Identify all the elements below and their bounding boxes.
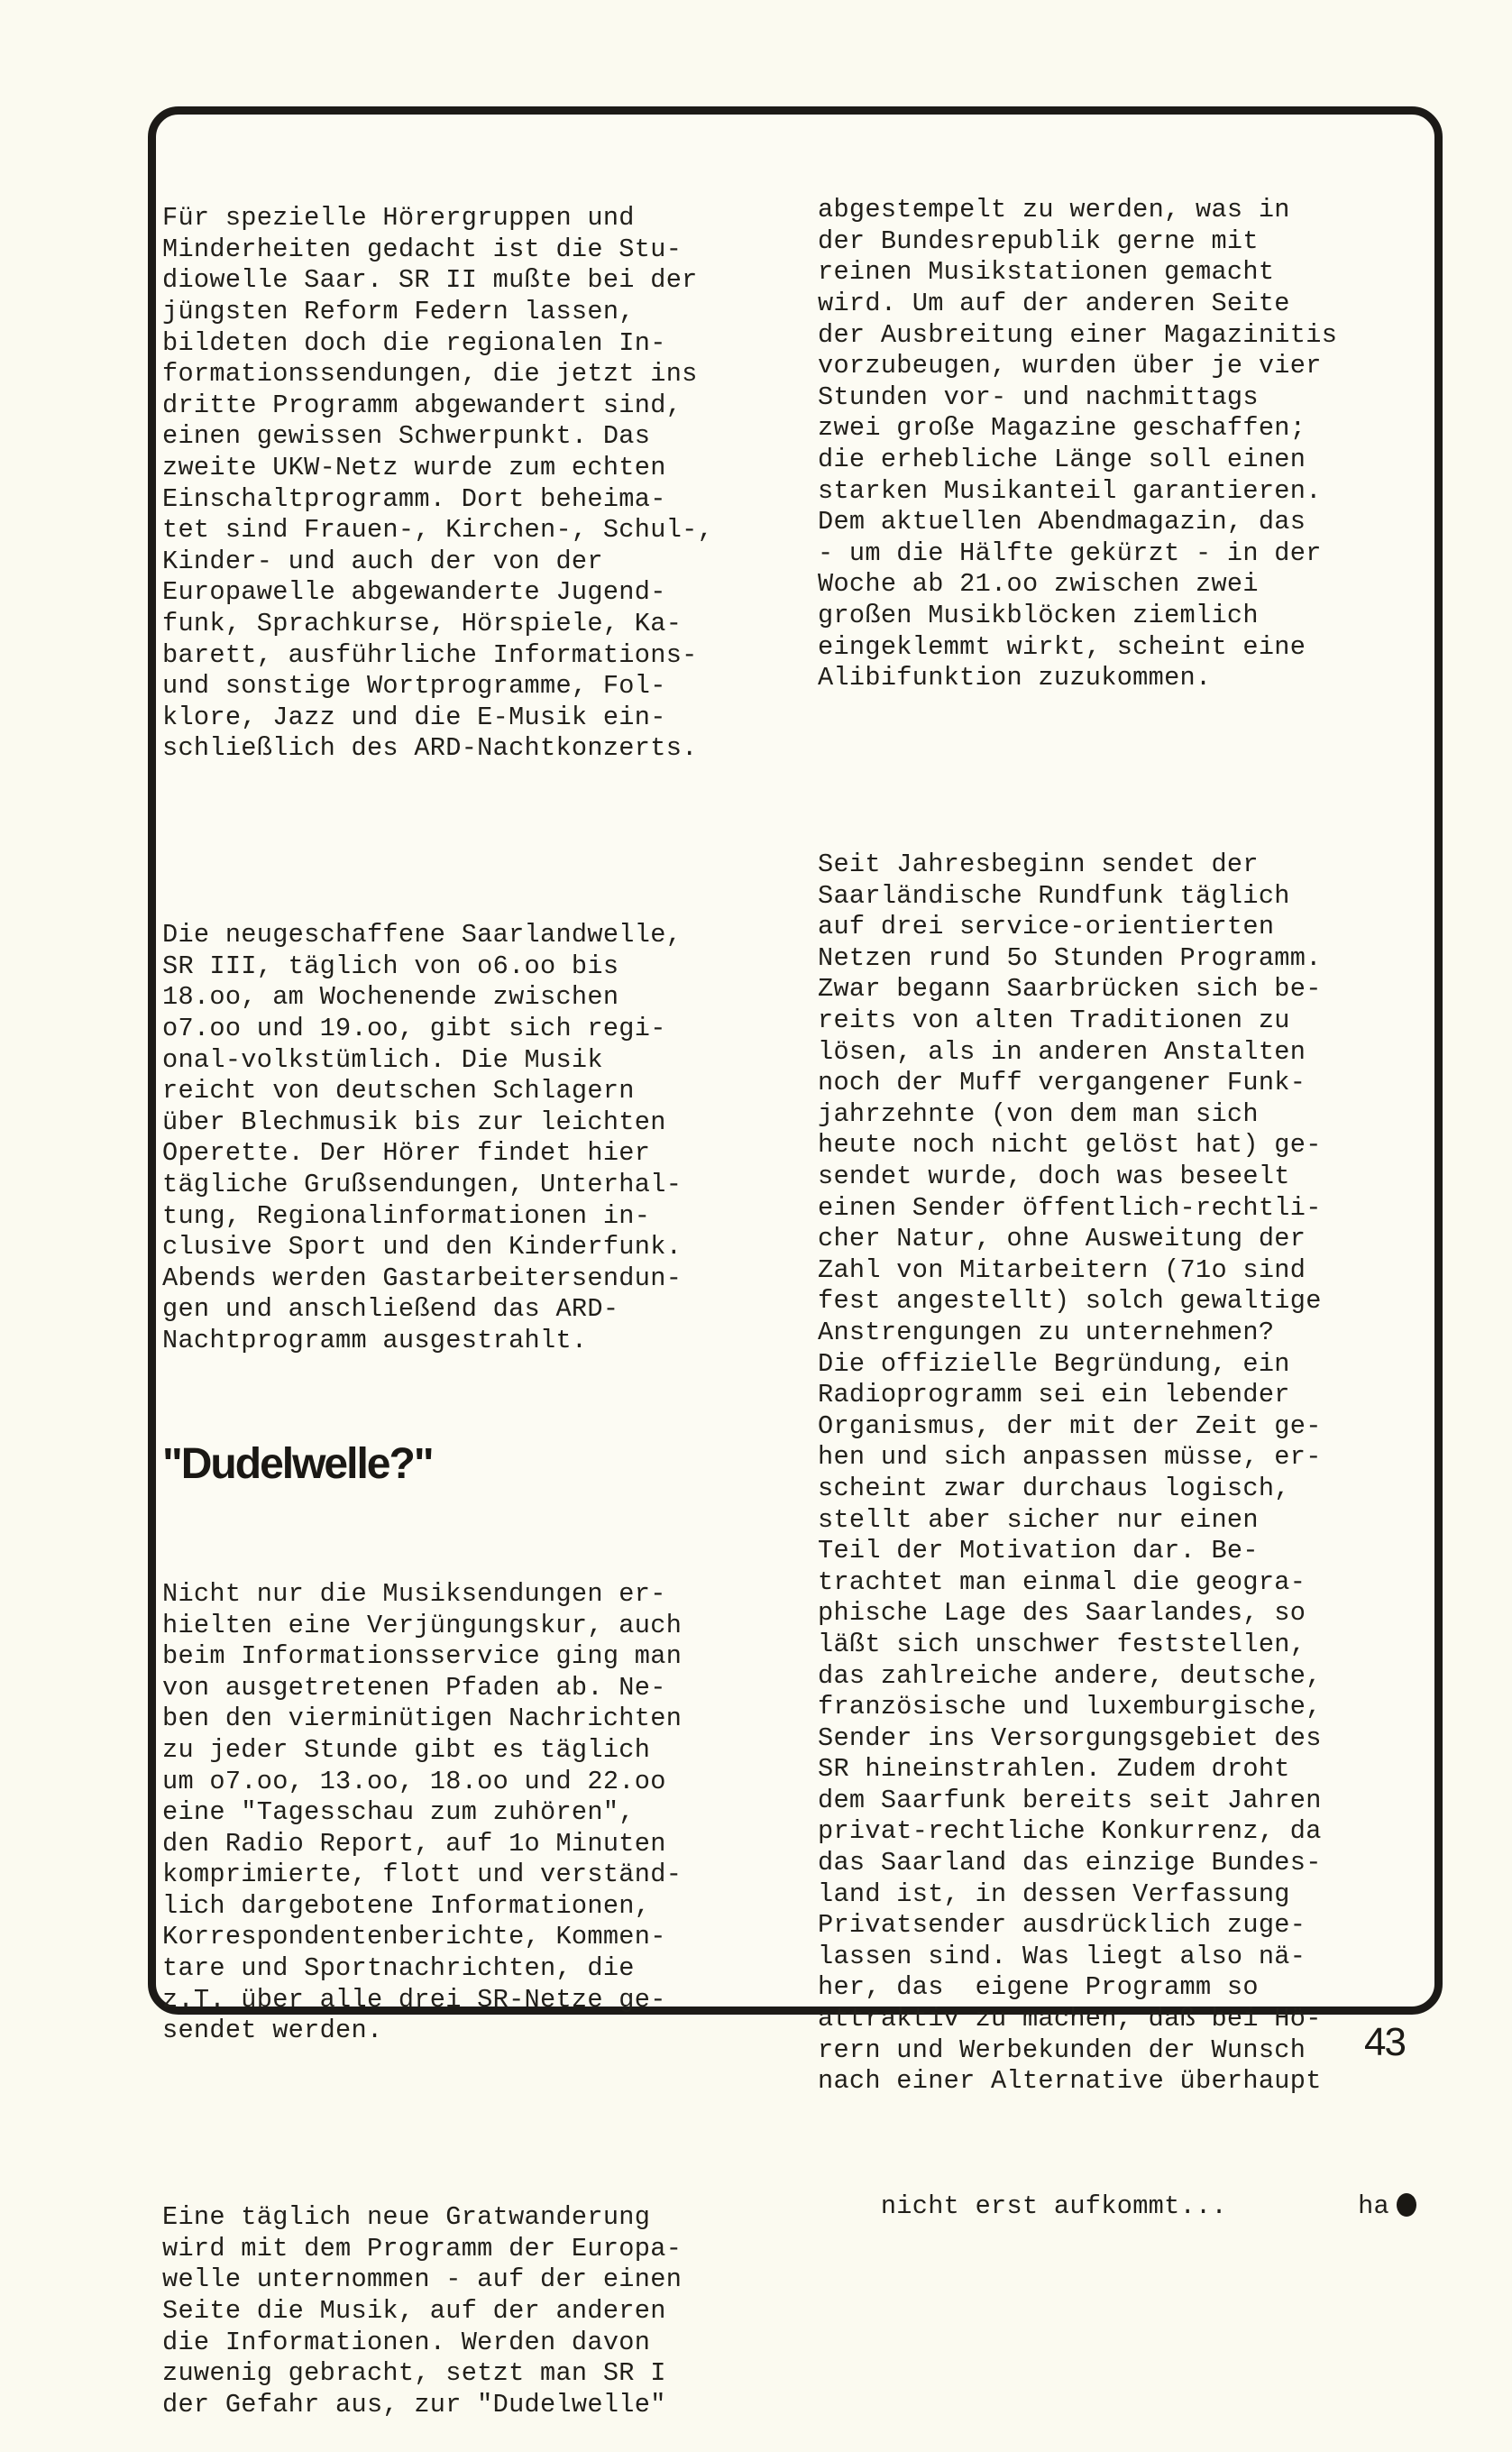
end-mark-icon: [1397, 2193, 1416, 2217]
text-line: stellt aber sicher nur einen: [818, 1504, 1259, 1535]
section-headline: "Dudelwelle?": [162, 1439, 433, 1488]
text-line: vorzubeugen, wurden über je vier: [818, 351, 1322, 381]
paragraph-studiowelle: [162, 203, 713, 765]
text-line: barett, ausführliche Informations-: [162, 639, 698, 670]
text-line: diowelle Saar. SR II mußte bei der: [162, 265, 698, 296]
text-line: von ausgetretenen Pfaden ab. Ne-: [162, 1672, 666, 1703]
text-line: sendet werden.: [162, 2016, 383, 2046]
text-line: das Saarland das einzige Bundes-: [818, 1848, 1322, 1878]
paragraph-europawelle: [162, 2202, 713, 2420]
text-line: Nachtprogramm ausgestrahlt.: [162, 1325, 588, 1355]
text-line: französische und luxemburgische,: [818, 1692, 1322, 1722]
text-line: Woche ab 21.oo zwischen zwei: [818, 569, 1259, 600]
text-line: lassen sind. Was liegt also nä-: [818, 1941, 1306, 1971]
left-column: [162, 141, 713, 2452]
text-line: funk, Sprachkurse, Hörspiele, Ka-: [162, 608, 683, 638]
page-number: 43: [1364, 2020, 1405, 2064]
text-line: zu jeder Stunde gibt es täglich: [162, 1734, 651, 1765]
text-line: einen Sender öffentlich-rechtli-: [818, 1192, 1322, 1223]
text-line: Europawelle abgewanderte Jugend-: [162, 577, 666, 608]
text-line: rern und Werbekunden der Wunsch: [818, 2034, 1306, 2065]
paragraph-magazinitis: [818, 195, 1416, 694]
text-line: über Blechmusik bis zur leichten: [162, 1107, 666, 1137]
text-line: zwei große Magazine geschaffen;: [818, 413, 1306, 444]
text-line: Operette. Der Hörer findet hier: [162, 1138, 651, 1169]
text-line: Seit Jahresbeginn sendet der: [818, 849, 1259, 880]
text-line: Netzen rund 5o Stunden Programm.: [818, 942, 1322, 973]
closing-text: nicht erst aufkommt...: [880, 2190, 1227, 2221]
text-line: eingeklemmt wirkt, scheint eine: [818, 631, 1306, 662]
text-line: formationssendungen, die jetzt ins: [162, 359, 698, 390]
text-line: onal-volkstümlich. Die Musik: [162, 1044, 603, 1075]
paragraph-informationsservice: [162, 1579, 713, 2047]
text-line: lösen, als in anderen Anstalten: [818, 1036, 1306, 1067]
text-line: einen gewissen Schwerpunkt. Das: [162, 421, 651, 452]
text-line: nach einer Alternative überhaupt: [818, 2066, 1322, 2097]
text-line: attraktiv zu machen, daß bei Hö-: [818, 2004, 1322, 2034]
text-line: klore, Jazz und die E-Musik ein-: [162, 702, 666, 732]
text-line: Zwar begann Saarbrücken sich be-: [818, 974, 1322, 1005]
text-line: Stunden vor- und nachmittags: [818, 381, 1259, 412]
text-line: bildeten doch die regionalen In-: [162, 327, 666, 358]
text-line: komprimierte, flott und verständ-: [162, 1860, 683, 1890]
text-line: reicht von deutschen Schlagern: [162, 1076, 635, 1107]
text-line: hen und sich anpassen müsse, er-: [818, 1442, 1322, 1473]
text-line: Die neugeschaffene Saarlandwelle,: [162, 920, 683, 950]
text-line: großen Musikblöcken ziemlich: [818, 600, 1259, 630]
text-line: Alibifunktion zuzukommen.: [818, 663, 1212, 693]
text-line: heute noch nicht gelöst hat) ge-: [818, 1130, 1322, 1161]
text-line: tare und Sportnachrichten, die: [162, 1953, 635, 1984]
text-line: das zahlreiche andere, deutsche,: [818, 1660, 1322, 1691]
text-line: Dem aktuellen Abendmagazin, das: [818, 507, 1306, 537]
text-line: her, das eigene Programm so: [818, 1972, 1259, 2003]
text-line: ben den vierminütigen Nachrichten: [162, 1704, 683, 1734]
text-line: zuwenig gebracht, setzt man SR I: [162, 2358, 666, 2389]
text-line: 18.oo, am Wochenende zwischen: [162, 982, 619, 1013]
text-line: Radioprogramm sei ein lebender: [818, 1380, 1290, 1410]
text-line: den Radio Report, auf 1o Minuten: [162, 1828, 666, 1859]
paragraph-gap: [162, 2109, 713, 2140]
text-line: gen und anschließend das ARD-: [162, 1294, 619, 1325]
text-line: Eine täglich neue Gratwanderung: [162, 2202, 651, 2233]
text-line: reits von alten Traditionen zu: [818, 1006, 1290, 1036]
text-line: trachtet man einmal die geogra-: [818, 1566, 1306, 1597]
paragraph-saarlandwelle: [162, 920, 713, 1356]
text-line: fest angestellt) solch gewaltige: [818, 1286, 1322, 1317]
closing-line: [818, 2160, 1416, 2221]
text-line: um o7.oo, 13.oo, 18.oo und 22.oo: [162, 1766, 666, 1796]
text-line: schließlich des ARD-Nachtkonzerts.: [162, 733, 698, 764]
author-signoff: [1263, 2160, 1416, 2254]
text-line: Minderheiten gedacht ist die Stu-: [162, 234, 683, 264]
paragraph-gap: [818, 757, 1416, 787]
text-line: privat-rechtliche Konkurrenz, da: [818, 1816, 1322, 1847]
text-line: eine "Tagesschau zum zuhören",: [162, 1797, 635, 1828]
text-line: lich dargebotene Informationen,: [162, 1890, 651, 1921]
paragraph-jahresbeginn: [818, 849, 1416, 2098]
text-line: Nicht nur die Musiksendungen er-: [162, 1578, 666, 1609]
text-line: o7.oo und 19.oo, gibt sich regi-: [162, 1014, 666, 1044]
text-line: scheint zwar durchaus logisch,: [818, 1473, 1290, 1503]
text-line: land ist, in dessen Verfassung: [818, 1878, 1290, 1909]
text-line: läßt sich unschwer feststellen,: [818, 1629, 1306, 1659]
right-column: [818, 133, 1416, 2222]
text-line: und sonstige Wortprogramme, Fol-: [162, 671, 666, 702]
text-line: cher Natur, ohne Ausweitung der: [818, 1224, 1306, 1254]
text-line: - um die Hälfte gekürzt - in der: [818, 537, 1322, 568]
text-line: hielten eine Verjüngungskur, auch: [162, 1610, 683, 1640]
paragraph-gap: [162, 827, 713, 858]
text-line: Anstrengungen zu unternehmen?: [818, 1317, 1275, 1347]
text-line: Korrespondentenberichte, Kommen-: [162, 1922, 666, 1952]
text-line: Seite die Musik, auf der anderen: [162, 2296, 666, 2326]
text-line: Die offizielle Begründung, ein: [818, 1348, 1290, 1379]
text-line: reinen Musikstationen gemacht: [818, 257, 1275, 288]
text-line: noch der Muff vergangener Funk-: [818, 1068, 1306, 1098]
text-line: zweite UKW-Netz wurde zum echten: [162, 452, 666, 482]
text-line: auf drei service-orientierten: [818, 912, 1275, 942]
text-line: Abends werden Gastarbeitersendun-: [162, 1263, 683, 1293]
text-line: die Informationen. Werden davon: [162, 2327, 651, 2357]
text-line: der Bundesrepublik gerne mit: [818, 225, 1259, 256]
text-line: der Gefahr aus, zur "Dudelwelle": [162, 2389, 666, 2420]
author-initials: ha: [1358, 2190, 1389, 2221]
text-line: tung, Regionalinformationen in-: [162, 1200, 651, 1231]
text-line: Teil der Motivation dar. Be-: [818, 1536, 1259, 1566]
text-line: Einschaltprogramm. Dort beheima-: [162, 483, 666, 514]
text-line: beim Informationsservice ging man: [162, 1641, 683, 1672]
text-line: tet sind Frauen-, Kirchen-, Schul-,: [162, 515, 714, 546]
text-line: starken Musikanteil garantieren.: [818, 475, 1322, 506]
text-line: dem Saarfunk bereits seit Jahren: [818, 1785, 1322, 1815]
text-line: der Ausbreitung einer Magazinitis: [818, 319, 1338, 350]
text-line: die erhebliche Länge soll einen: [818, 444, 1306, 474]
text-line: SR hineinstrahlen. Zudem droht: [818, 1754, 1290, 1785]
text-line: abgestempelt zu werden, was in: [818, 195, 1290, 225]
text-line: Für spezielle Hörergruppen und: [162, 203, 635, 234]
text-line: sendet wurde, doch was beseelt: [818, 1162, 1290, 1191]
text-line: z.T. über alle drei SR-Netze ge-: [162, 1984, 666, 2015]
text-line: Privatsender ausdrücklich zuge-: [818, 1910, 1306, 1941]
text-line: Saarländische Rundfunk täglich: [818, 880, 1290, 911]
text-line: jahrzehnte (von dem man sich: [818, 1098, 1259, 1129]
text-line: clusive Sport und den Kinderfunk.: [162, 1232, 683, 1263]
text-line: Zahl von Mitarbeitern (71o sind: [818, 1254, 1306, 1285]
text-line: Organismus, der mit der Zeit ge-: [818, 1410, 1322, 1441]
text-line: wird mit dem Programm der Europa-: [162, 2233, 683, 2264]
text-line: SR III, täglich von o6.oo bis: [162, 950, 619, 981]
text-line: tägliche Grußsendungen, Unterhal-: [162, 1170, 683, 1199]
text-line: Kinder- und auch der von der: [162, 546, 603, 576]
text-line: Sender ins Versorgungsgebiet des: [818, 1722, 1322, 1753]
text-line: welle unternommen - auf der einen: [162, 2264, 683, 2295]
text-line: dritte Programm abgewandert sind,: [162, 390, 683, 420]
text-line: jüngsten Reform Federn lassen,: [162, 296, 635, 326]
text-line: phische Lage des Saarlandes, so: [818, 1598, 1306, 1629]
text-line: wird. Um auf der anderen Seite: [818, 288, 1290, 318]
